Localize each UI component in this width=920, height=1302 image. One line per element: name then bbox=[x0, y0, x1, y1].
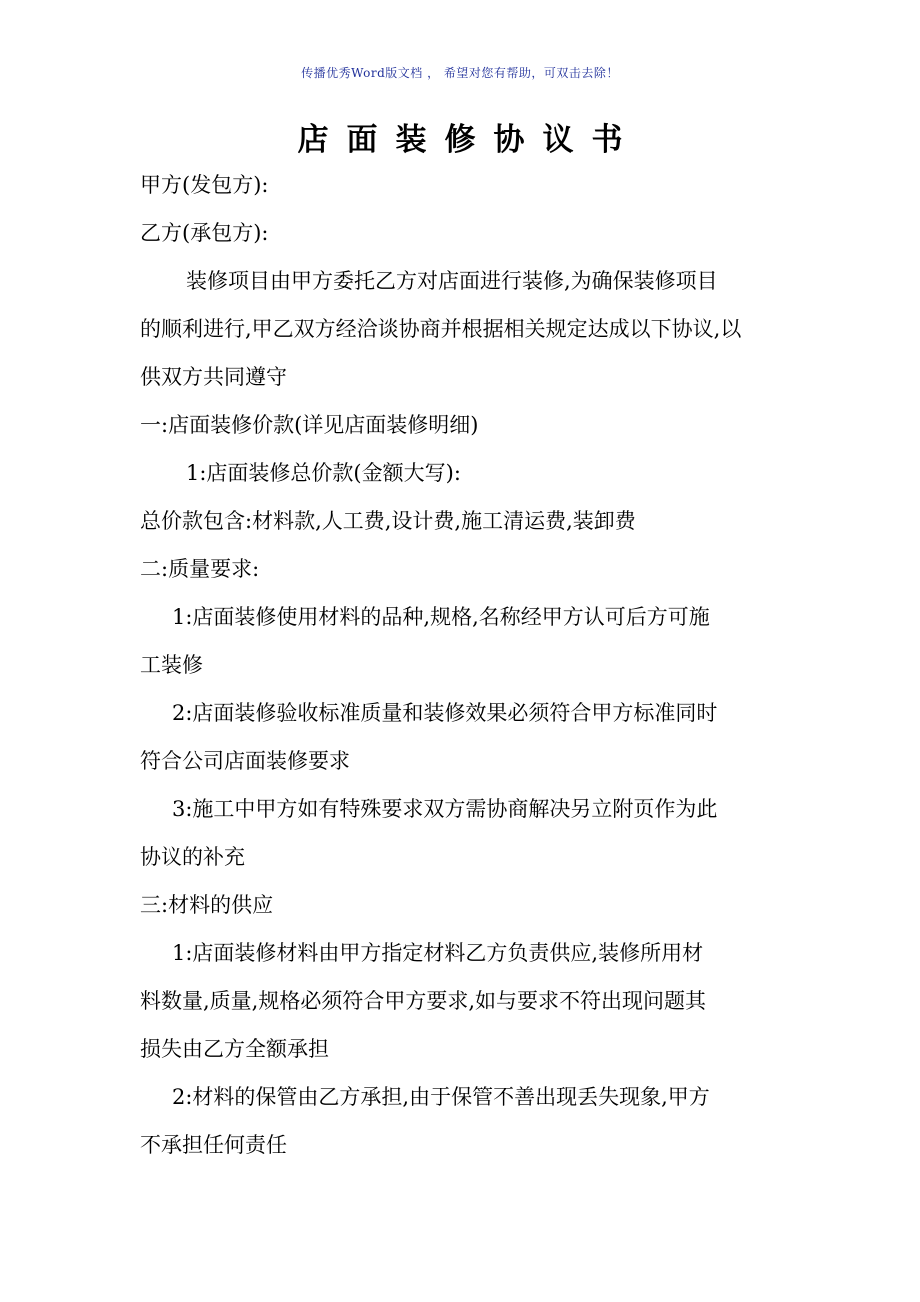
section-2-item-3: 3:施工中甲方如有特殊要求双方需协商解决另立附页作为此 bbox=[172, 797, 718, 821]
section-3-item-1-cont: 损失由乙方全额承担 bbox=[140, 1037, 329, 1061]
party-b-line: 乙方(承包方): bbox=[140, 221, 269, 245]
section-2-item-2: 2:店面装修验收标准质量和装修效果必须符合甲方标准同时 bbox=[172, 701, 718, 725]
intro-line: 装修项目由甲方委托乙方对店面进行装修,为确保装修项目 bbox=[186, 269, 718, 293]
section-3-item-2-cont: 不承担任何责任 bbox=[140, 1133, 287, 1157]
section-1-heading: 一:店面装修价款(详见店面装修明细) bbox=[140, 413, 479, 437]
section-2-item-3-cont: 协议的补充 bbox=[140, 845, 245, 869]
watermark-notice: 传播优秀Word版文档 ， 希望对您有帮助，可双击去除！ bbox=[301, 66, 619, 80]
section-3-item-2: 2:材料的保管由乙方承担,由于保管不善出现丢失现象,甲方 bbox=[172, 1085, 710, 1109]
section-3-item-1: 1:店面装修材料由甲方指定材料乙方负责供应,装修所用材 bbox=[172, 941, 704, 965]
intro-line: 供双方共同遵守 bbox=[140, 365, 287, 389]
section-3-heading: 三:材料的供应 bbox=[140, 893, 274, 917]
intro-line: 的顺利进行,甲乙双方经洽谈协商并根据相关规定达成以下协议,以 bbox=[140, 317, 742, 341]
document-title: 店面装修协议书 bbox=[297, 122, 641, 158]
section-2-item-2-cont: 符合公司店面装修要求 bbox=[140, 749, 350, 773]
section-3-item-1-cont: 料数量,质量,规格必须符合甲方要求,如与要求不符出现问题其 bbox=[140, 989, 707, 1013]
section-1-includes: 总价款包含:材料款,人工费,设计费,施工清运费,装卸费 bbox=[140, 509, 636, 533]
party-a-line: 甲方(发包方): bbox=[140, 173, 269, 197]
section-2-item-1-cont: 工装修 bbox=[140, 653, 203, 677]
section-1-item-1: 1:店面装修总价款(金额大写): bbox=[186, 461, 461, 485]
section-2-item-1: 1:店面装修使用材料的品种,规格,名称经甲方认可后方可施 bbox=[172, 605, 710, 629]
section-2-heading: 二:质量要求: bbox=[140, 557, 260, 581]
